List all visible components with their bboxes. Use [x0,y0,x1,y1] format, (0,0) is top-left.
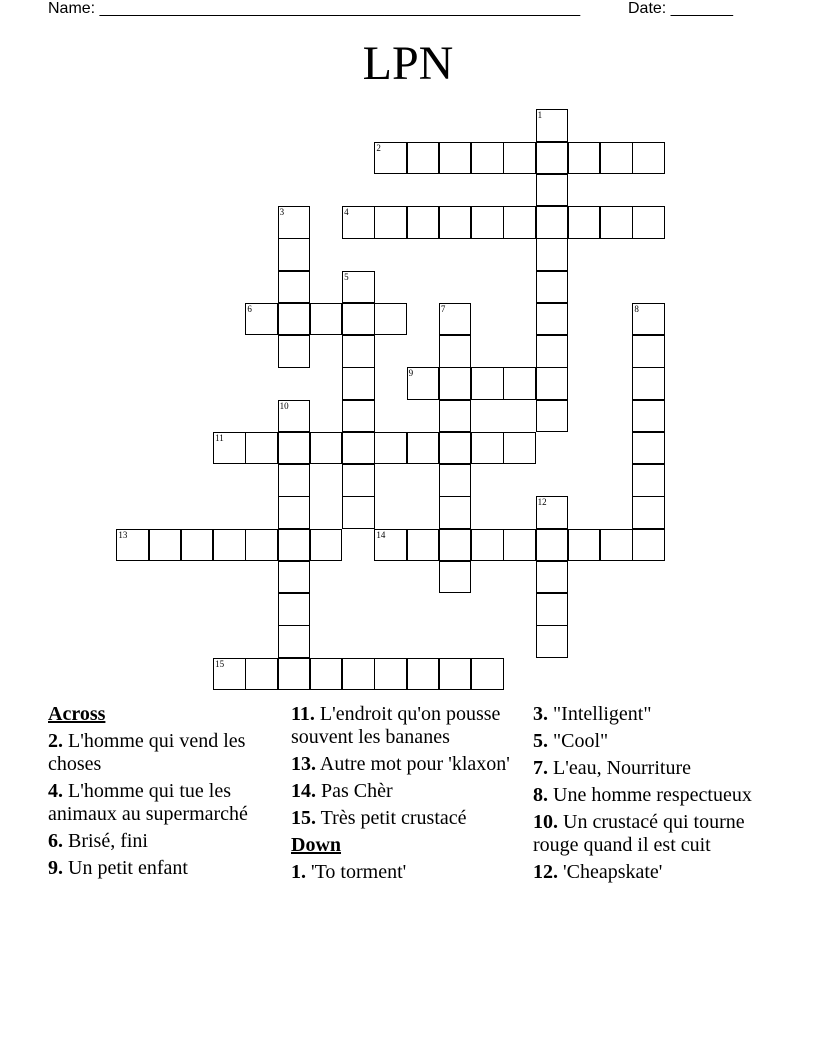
grid-cell[interactable] [536,367,568,399]
grid-cell[interactable] [503,367,535,399]
grid-cell[interactable] [439,529,471,561]
grid-cell[interactable] [278,206,310,238]
grid-cell[interactable] [310,303,342,335]
grid-cell[interactable] [407,529,439,561]
grid-cell[interactable] [278,529,310,561]
grid-cell[interactable] [278,561,310,593]
grid-cell[interactable] [439,464,471,496]
grid-cell[interactable] [278,658,310,690]
clue-column-3 [533,703,768,888]
grid-cell[interactable] [632,142,664,174]
grid-cell[interactable] [310,432,342,464]
grid-cell[interactable] [568,206,600,238]
cell-number: 1 [537,110,543,121]
clue-text: Un crustacé qui tourne rouge quand il est cuit [533,811,745,856]
clue-number: 9. [48,857,63,879]
grid-cell[interactable] [278,464,310,496]
cell-number: 3 [279,207,285,218]
grid-cell[interactable] [632,529,664,561]
grid-cell[interactable] [439,335,471,367]
grid-cell[interactable] [439,303,471,335]
clue-across-4 [48,780,272,826]
grid-cell[interactable] [407,142,439,174]
grid-cell[interactable] [536,335,568,367]
clue-number: 2. [48,730,63,752]
grid-cell[interactable] [568,529,600,561]
grid-cell[interactable] [471,529,503,561]
clue-down-10 [533,811,768,857]
cell-number: 14 [376,529,386,540]
grid-cell[interactable] [245,658,277,690]
grid-cell[interactable] [310,529,342,561]
grid-cell[interactable] [342,303,374,335]
cell-number: 13 [118,529,128,540]
cell-number: 7 [440,303,446,314]
cell-number: 6 [247,303,252,314]
grid-cell[interactable] [439,206,471,238]
clue-text: 'Cheapskate' [563,861,663,883]
clue-text: Autre mot pour 'klaxon' [319,753,510,775]
grid-cell[interactable] [278,303,310,335]
cell-number: 5 [344,271,349,282]
clue-across-2 [48,730,272,776]
page-title: LPN [362,37,454,90]
cell-number: 8 [634,303,639,314]
grid-cell[interactable] [374,432,406,464]
cell-number: 4 [344,207,349,218]
clue-text: Brisé, fini [68,830,148,852]
grid-cell[interactable] [407,206,439,238]
grid-cell[interactable] [439,561,471,593]
grid-cell[interactable] [278,625,310,657]
clue-column-2 [291,703,523,888]
grid-cell[interactable] [278,335,310,367]
grid-cell[interactable] [439,400,471,432]
clue-down-1 [291,861,523,884]
clue-number: 10. [533,811,558,833]
grid-cell[interactable] [632,400,664,432]
grid-cell[interactable] [374,529,406,561]
grid-cell[interactable] [245,303,277,335]
clue-number: 12. [533,861,558,883]
grid-cell[interactable] [342,400,374,432]
clue-down-3 [533,703,768,726]
grid-cell[interactable] [374,303,406,335]
cell-number: 11 [215,432,224,443]
grid-cell[interactable] [374,206,406,238]
grid-cell[interactable] [536,271,568,303]
clue-number: 7. [533,757,548,779]
grid-cell[interactable] [536,593,568,625]
name-field-label: Name: ______________________________________________________ [48,0,581,17]
grid-cell[interactable] [568,142,600,174]
grid-cell[interactable] [503,206,535,238]
grid-cell[interactable] [536,625,568,657]
clue-text: L'endroit qu'on pousse souvent les bananes [291,703,501,748]
clue-number: 8. [533,784,548,806]
grid-cell[interactable] [181,529,213,561]
grid-cell[interactable] [342,335,374,367]
grid-cell[interactable] [632,496,664,528]
cell-number: 15 [215,658,225,669]
grid-cell[interactable] [503,432,535,464]
grid-cell[interactable] [342,464,374,496]
grid-cell[interactable] [536,238,568,270]
grid-cell[interactable] [374,658,406,690]
grid-cell[interactable] [278,496,310,528]
clue-number: 15. [291,807,316,829]
grid-cell[interactable] [278,593,310,625]
clue-number: 13. [291,753,316,775]
grid-cell[interactable] [632,464,664,496]
date-field-label: Date: _______ [628,0,733,17]
grid-cell[interactable] [471,142,503,174]
clue-number: 3. [533,703,548,725]
grid-cell[interactable] [407,367,439,399]
grid-cell[interactable] [600,206,632,238]
grid-cell[interactable] [149,529,181,561]
grid-cell[interactable] [600,529,632,561]
clue-down-5 [533,730,768,753]
grid-cell[interactable] [536,303,568,335]
grid-cell[interactable] [536,561,568,593]
grid-cell[interactable] [342,658,374,690]
clue-number: 6. [48,830,63,852]
grid-cell[interactable] [600,142,632,174]
grid-cell[interactable] [374,142,406,174]
clue-across-15 [291,807,523,830]
grid-cell[interactable] [342,206,374,238]
clue-across-9 [48,857,272,880]
clue-down-8 [533,784,768,807]
grid-cell[interactable] [342,271,374,303]
clue-number: 11. [291,703,315,725]
grid-cell[interactable] [439,432,471,464]
across-heading: Across [48,703,106,725]
clue-text: Pas Chèr [321,780,393,802]
clue-column-1 [48,703,272,884]
grid-cell[interactable] [471,658,503,690]
grid-cell[interactable] [632,303,664,335]
grid-cell[interactable] [536,529,568,561]
clue-across-13 [291,753,523,776]
grid-cell[interactable] [536,496,568,528]
grid-cell[interactable] [536,206,568,238]
down-heading: Down [291,834,342,856]
grid-cell[interactable] [407,658,439,690]
grid-cell[interactable] [439,658,471,690]
grid-cell[interactable] [342,367,374,399]
grid-cell[interactable] [278,432,310,464]
grid-cell[interactable] [278,238,310,270]
grid-cell[interactable] [116,529,148,561]
grid-cell[interactable] [471,432,503,464]
clue-down-12 [533,861,768,884]
grid-cell[interactable] [213,432,245,464]
grid-cell[interactable] [213,529,245,561]
clue-text: L'eau, Nourriture [553,757,691,779]
grid-cell[interactable] [632,432,664,464]
grid-cell[interactable] [278,271,310,303]
clue-across-11 [291,703,523,749]
cell-number: 12 [537,497,547,508]
grid-cell[interactable] [439,496,471,528]
clue-number: 14. [291,780,316,802]
clue-text: Un petit enfant [68,857,188,879]
clue-text: "Intelligent" [553,703,652,725]
clue-text: Une homme respectueux [553,784,752,806]
clue-number: 1. [291,861,306,883]
grid-cell[interactable] [503,529,535,561]
grid-cell[interactable] [342,496,374,528]
clue-number: 4. [48,780,63,802]
grid-cell[interactable] [245,432,277,464]
clue-text: Très petit crustacé [320,807,467,829]
cell-number: 9 [408,368,414,379]
cell-number: 10 [279,400,289,411]
grid-cell[interactable] [471,367,503,399]
grid-cell[interactable] [471,206,503,238]
clue-number: 5. [533,730,548,752]
grid-cell[interactable] [536,142,568,174]
grid-cell[interactable] [632,367,664,399]
grid-cell[interactable] [310,658,342,690]
clue-text: "Cool" [553,730,609,752]
grid-cell[interactable] [342,432,374,464]
grid-cell[interactable] [536,109,568,141]
grid-cell[interactable] [632,206,664,238]
clue-across-14 [291,780,523,803]
grid-cell[interactable] [213,658,245,690]
grid-cell[interactable] [632,335,664,367]
grid-cell[interactable] [407,432,439,464]
grid-cell[interactable] [503,142,535,174]
grid-cell[interactable] [439,142,471,174]
clue-text: 'To torment' [311,861,407,883]
grid-cell[interactable] [536,174,568,206]
clue-text: L'homme qui vend les choses [48,730,246,775]
grid-cell[interactable] [245,529,277,561]
clue-down-7 [533,757,768,780]
clue-text: L'homme qui tue les animaux au supermarché [48,780,248,825]
grid-cell[interactable] [278,400,310,432]
clue-across-6 [48,830,272,853]
grid-cell[interactable] [536,400,568,432]
grid-cell[interactable] [439,367,471,399]
cell-number: 2 [376,142,381,153]
